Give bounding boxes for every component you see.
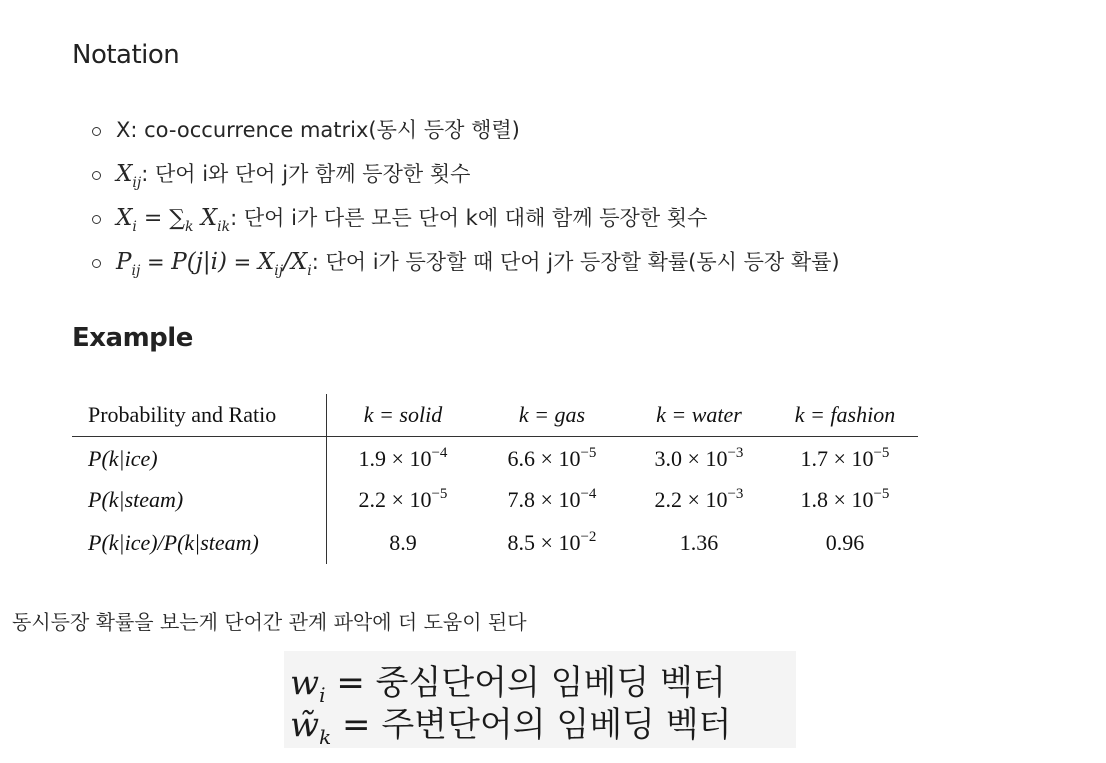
math-symbol: X <box>116 161 133 187</box>
list-item <box>92 246 840 290</box>
table-header-row <box>72 394 918 436</box>
math-subscript: i <box>319 683 326 707</box>
math-symbol: P(j|i) <box>171 249 227 275</box>
table-cell: $1.8 \times 10^{-5}$ <box>800 486 890 512</box>
math-equals: = <box>140 250 172 274</box>
math-subscript: ik <box>217 219 231 235</box>
circle-bullet-icon <box>92 259 101 268</box>
table-divider <box>72 436 918 437</box>
table-cell: $8.5 \times 10^{-2}$ <box>507 529 597 555</box>
embedding-text: = 주변단어의 임베딩 벡터 <box>331 705 732 745</box>
notation-text: X: co-occurrence matrix(동시 등장 행렬) <box>116 118 520 142</box>
table-header-cell: k = fashion <box>794 402 896 427</box>
math-subscript: i <box>307 263 312 279</box>
math-sum: = ∑ <box>136 206 185 231</box>
notation-text: : 단어 i가 다른 모든 단어 k에 대해 함께 등장한 횟수 <box>230 206 708 230</box>
math-symbol: X <box>116 205 133 231</box>
math-subscript: i <box>132 219 137 235</box>
table-cell: $1.7 \times 10^{-5}$ <box>800 445 890 471</box>
table-row <box>72 479 918 521</box>
table-row-label: P(k|steam) <box>88 487 184 512</box>
table-cell: $6.6 \times 10^{-5}$ <box>507 445 597 471</box>
table-cell: $2.2 \times 10^{-5}$ <box>358 486 448 512</box>
math-symbol: w <box>290 663 320 703</box>
embedding-definition-image <box>284 651 796 748</box>
math-symbol: X <box>193 205 218 231</box>
table-cell: $7.8 \times 10^{-4}$ <box>507 486 597 512</box>
notation-list <box>92 114 840 290</box>
notation-heading: Notation <box>72 40 180 70</box>
caption-text: 동시등장 확률을 보는게 단어간 관계 파악에 더 도움이 된다 <box>12 610 527 634</box>
math-subscript: ij <box>131 263 141 279</box>
math-subscript: k <box>184 219 194 235</box>
table-cell: 0.96 <box>825 530 865 555</box>
math-symbol: X <box>257 249 275 275</box>
math-symbol: w̃ <box>290 705 320 745</box>
list-item <box>92 158 840 202</box>
math-slash: / <box>283 249 291 275</box>
embedding-text: = 중심단어의 임베딩 벡터 <box>325 663 726 703</box>
table-row-label: P(k|ice)/P(k|steam) <box>88 530 259 555</box>
circle-bullet-icon <box>92 215 101 224</box>
math-subscript: ij <box>132 175 142 191</box>
table-row-label: P(k|ice) <box>88 446 158 471</box>
table-cell: $3.0 \times 10^{-3}$ <box>654 445 744 471</box>
table-header-cell: k = gas <box>518 402 586 427</box>
math-equals: = <box>226 250 258 274</box>
list-item <box>92 114 840 158</box>
table-cell: $1.9 \times 10^{-4}$ <box>358 445 448 471</box>
list-item <box>92 202 840 246</box>
embedding-line <box>290 697 731 749</box>
table-header-cell: k = water <box>656 402 742 427</box>
table-header-cell: Probability and Ratio <box>88 402 277 427</box>
math-subscript: ij <box>274 263 284 279</box>
math-subscript: k <box>319 725 332 749</box>
math-symbol: X <box>290 249 308 275</box>
circle-bullet-icon <box>92 171 101 180</box>
notation-text: : 단어 i가 등장할 때 단어 j가 등장할 확률(동시 등장 확률) <box>311 250 840 274</box>
table-row <box>72 522 918 564</box>
table-cell: 8.9 <box>389 530 417 555</box>
table-cell: 1.36 <box>679 530 719 555</box>
table-header-cell: k = solid <box>363 402 443 427</box>
example-heading: Example <box>72 323 193 353</box>
table-cell: $2.2 \times 10^{-3}$ <box>654 486 744 512</box>
math-symbol: P <box>116 249 132 275</box>
table-row <box>72 438 918 480</box>
circle-bullet-icon <box>92 127 101 136</box>
notation-text: : 단어 i와 단어 j가 함께 등장한 횟수 <box>141 162 471 186</box>
